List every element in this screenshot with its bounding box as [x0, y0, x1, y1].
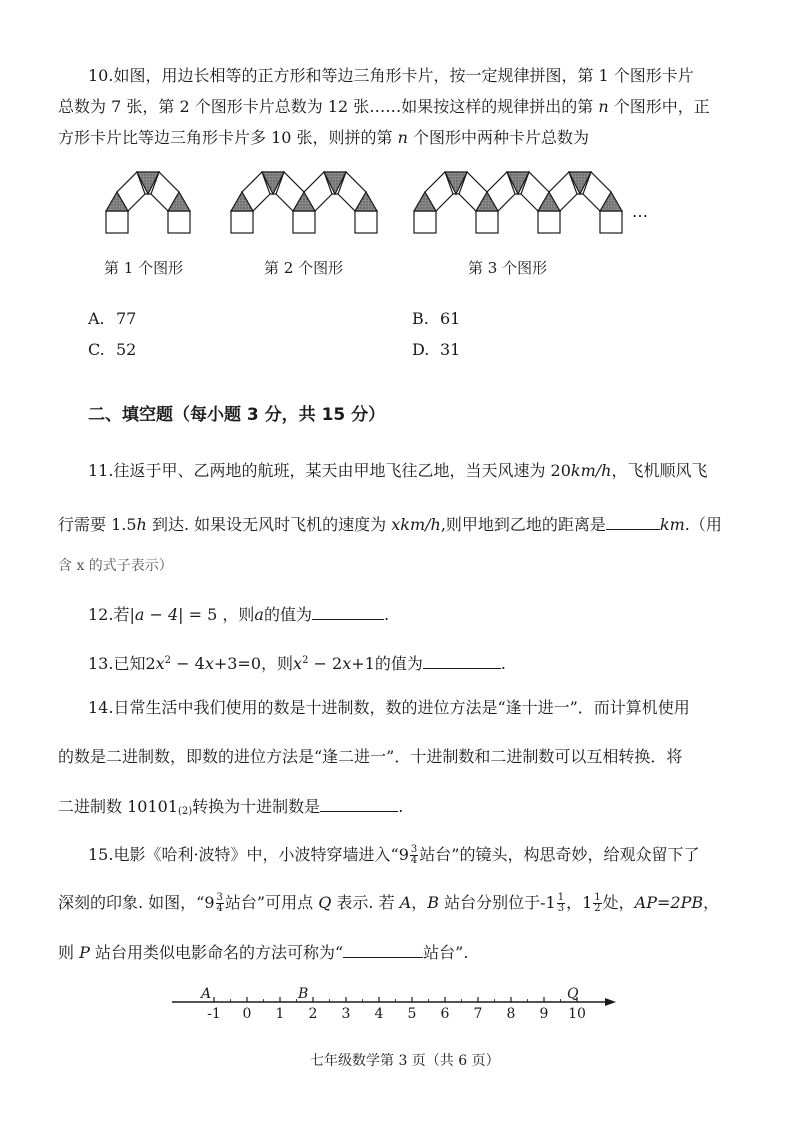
q13-text-b: − 4 — [171, 654, 205, 673]
number-line-ticks — [207, 997, 586, 1022]
q13-x2: x — [204, 654, 214, 673]
option-d-value: 31 — [440, 340, 461, 359]
q15-text-3c: 站台”. — [423, 943, 469, 962]
square-card — [476, 211, 498, 233]
q13-text-c: +3=0，则 — [213, 654, 294, 673]
square-card — [106, 211, 128, 233]
page-footer: 七年级数学第 3 页（共 6 页） — [310, 1053, 500, 1069]
q14-period: . — [398, 797, 404, 816]
option-a-letter: A. — [88, 309, 105, 328]
q13-answer-blank[interactable] — [423, 652, 501, 669]
q15-text-2c: 表示. 若 — [331, 893, 400, 912]
fraction-1-2 — [593, 893, 601, 914]
q11-text-1a: 11.往返于甲、乙两地的航班，某天由甲地飞往乙地，当天风速为 20 — [88, 461, 571, 480]
figure-1 — [106, 172, 190, 233]
q13-x4: x — [342, 654, 352, 673]
q12-abs-expr: |a − 4| — [129, 605, 184, 624]
point-label-a: A — [201, 986, 212, 1002]
q15-line-2 — [58, 893, 719, 914]
q15-text-3a: 则 — [58, 943, 80, 962]
option-c-letter: C. — [88, 340, 105, 359]
q14-answer-blank[interactable] — [320, 795, 398, 812]
q13-sq1: 2 — [164, 655, 172, 666]
q15-line-3 — [58, 941, 468, 963]
option-b-letter: B. — [412, 309, 429, 328]
figure-3-caption: 第 3 个图形 — [468, 259, 548, 277]
tick-label: 0 — [242, 1006, 252, 1022]
q13-text-d: − 2 — [308, 654, 343, 673]
q11-unit-h: h — [136, 515, 147, 534]
point-label-b: B — [298, 986, 309, 1002]
q11-text-2a: 行需要 1.5 — [58, 515, 137, 534]
q12-answer-blank[interactable] — [312, 603, 384, 620]
q15-text-2f: ，1 — [566, 893, 593, 912]
q15-text-1b: 站台”的镜头，构思奇妙，给观众留下了 — [419, 845, 700, 864]
q13-period: . — [500, 654, 506, 673]
tick-label: 3 — [341, 1006, 351, 1022]
square-card — [600, 211, 622, 233]
q12-text-a: 12.若 — [88, 605, 130, 624]
tick-label: 2 — [308, 1006, 318, 1022]
option-a — [88, 309, 136, 329]
fraction-3-4 — [410, 845, 418, 866]
q12-text-c: 的值为 — [263, 605, 312, 624]
option-b — [412, 309, 460, 329]
q13-line — [88, 651, 506, 674]
q13-x3: x — [293, 654, 303, 673]
q12-period: . — [383, 605, 390, 624]
tick-label: 9 — [539, 1006, 549, 1022]
figure-2-caption: 第 2 个图形 — [264, 259, 344, 277]
square-card — [355, 211, 377, 233]
figure-1-caption: 第 1 个图形 — [104, 259, 184, 277]
q10-text-2b: 个图形中，正 — [608, 97, 710, 116]
q10-text-1: 10.如图，用边长相等的正方形和等边三角形卡片，按一定规律拼图，第 1 个图形卡片 — [88, 66, 694, 85]
q15-text-2h: ， — [703, 893, 720, 912]
option-d-letter: D. — [412, 340, 430, 359]
q11-answer-blank[interactable] — [606, 513, 660, 530]
square-card — [414, 211, 436, 233]
tick-label: 7 — [473, 1006, 483, 1022]
q15-point-b: B — [427, 893, 440, 912]
fraction-1-3 — [557, 893, 565, 914]
option-c-value: 52 — [116, 340, 137, 359]
square-card — [538, 211, 560, 233]
tick-label: 5 — [407, 1006, 417, 1022]
q10-var-n: n — [598, 97, 609, 116]
q14-text-3b: 转换为十进制数是 — [192, 797, 321, 816]
q15-point-q: Q — [318, 893, 332, 912]
q10-text-3a: 方形卡片比等边三角形卡片多 10 张，则拼的第 — [58, 128, 398, 147]
q15-point-a: A — [399, 893, 412, 912]
q10-var-n2: n — [397, 128, 408, 147]
q13-x1: x — [155, 654, 165, 673]
q11-unit-km: km — [659, 515, 685, 534]
q15-equation: AP=2PB — [634, 893, 704, 912]
q15-text-2e: 站台分别位于-1 — [439, 893, 556, 912]
figure-2 — [231, 172, 377, 233]
q15-text-1a: 15.电影《哈利·波特》中，小波特穿墙进入“9 — [88, 845, 409, 864]
square-card — [293, 211, 315, 233]
option-a-value: 77 — [116, 309, 137, 328]
q14-text-3a: 二进制数 10101 — [58, 797, 178, 816]
square-card — [168, 211, 190, 233]
tick-label: 6 — [440, 1006, 450, 1022]
fraction-numerator: 3 — [216, 892, 223, 903]
fraction-denominator: 3 — [557, 903, 565, 914]
q14-base-subscript: (2) — [178, 806, 193, 817]
fraction-3-4-b — [216, 893, 224, 914]
q15-point-p: P — [79, 943, 90, 962]
figure-3 — [414, 172, 622, 233]
q13-text-a: 13.已知2 — [88, 654, 156, 673]
q15-answer-blank[interactable] — [343, 941, 423, 958]
point-label-q: Q — [567, 986, 579, 1002]
q15-text-2g: 处， — [602, 893, 635, 912]
tick-label: 10 — [568, 1006, 586, 1022]
q11-line-2 — [58, 513, 722, 535]
fraction-numerator: 1 — [594, 892, 601, 903]
q15-line-1 — [88, 845, 699, 866]
section-2-title: 二、填空题（每小题 3 分，共 15 分） — [88, 405, 386, 425]
fraction-denominator: 4 — [216, 903, 223, 914]
q11-var-speed: xkm/h — [391, 515, 441, 534]
fraction-denominator: 4 — [410, 855, 418, 866]
q15-text-2b: 站台”可用点 — [224, 893, 319, 912]
option-b-value: 61 — [440, 309, 461, 328]
q10-figures — [0, 0, 794, 260]
q14-line-2: 的数是二进制数，即数的进位方法是“逢二进一”．十进制数和二进制数可以互相转换．将 — [58, 747, 683, 766]
option-d — [412, 340, 460, 360]
q11-text-2d: .（用 — [684, 515, 722, 534]
q11-text-2b: 到达. 如果设无风时飞机的速度为 — [146, 515, 392, 534]
q13-sq2: 2 — [302, 655, 309, 666]
fraction-numerator: 3 — [410, 844, 418, 855]
q13-text-e: +1的值为 — [351, 654, 423, 673]
q11-line-1 — [88, 461, 707, 481]
fraction-denominator: 2 — [594, 903, 601, 914]
q15-text-2d: ， — [411, 893, 428, 912]
q12-text-b: = 5 ，则 — [183, 605, 255, 624]
q12-var-a: a — [254, 605, 264, 624]
number-line-arrow — [605, 998, 616, 1006]
q14-line-1: 14.日常生活中我们使用的数是十进制数，数的进位方法是“逢十进一”．而计算机使用 — [88, 698, 690, 717]
option-c — [88, 340, 136, 360]
q11-line-3: 含 x 的式子表示） — [58, 558, 173, 574]
tick-label: -1 — [207, 1006, 221, 1022]
q11-unit-kmh: km/h — [570, 461, 612, 480]
q11-text-1b: ，飞机顺风飞 — [611, 461, 708, 480]
figure-ellipsis: … — [632, 202, 648, 221]
number-line — [0, 980, 794, 1030]
square-card — [231, 211, 253, 233]
q11-text-2c: ,则甲地到乙地的距离是 — [440, 515, 606, 534]
q15-text-2a: 深刻的印象. 如图，“9 — [58, 893, 215, 912]
tick-label: 4 — [374, 1006, 384, 1022]
q15-text-3b: 站台用类似电影命名的方法可称为“ — [89, 943, 344, 962]
q12-line — [88, 603, 389, 625]
q14-line-3 — [58, 795, 403, 822]
q10-text-3b: 个图形中两种卡片总数为 — [407, 128, 590, 147]
tick-label: 1 — [275, 1006, 285, 1022]
q10-text-2a: 总数为 7 张，第 2 个图形卡片总数为 12 张……如果按这样的规律拼出的第 — [58, 97, 599, 116]
tick-label: 8 — [506, 1006, 516, 1022]
fraction-numerator: 1 — [557, 892, 565, 903]
